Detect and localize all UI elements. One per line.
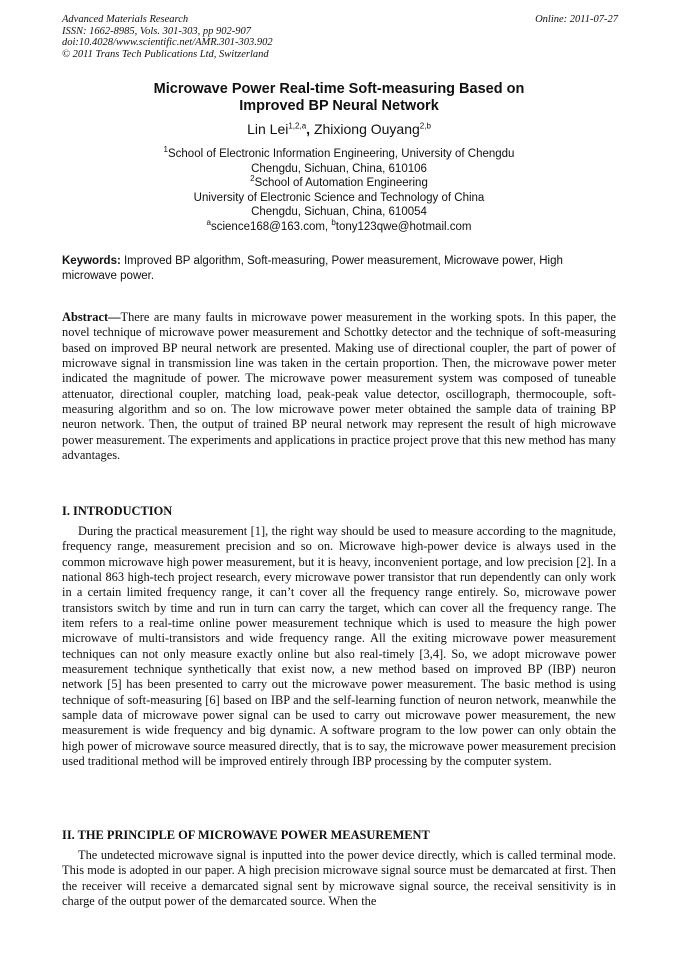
affiliation-2-marker: 2	[250, 174, 255, 184]
affiliation-1-line-2: Chengdu, Sichuan, China, 610106	[251, 162, 427, 175]
title-line-2: Improved BP Neural Network	[239, 98, 439, 114]
section-1-paragraph: During the practical measurement [1], the right way should be used to measure according to the magnitude, frequency range, measurement precision and so on. Microwave high-power device is always used in the common microwave high power measurement, but it is heavy, inconvenient portage, and low precision [2]. In a national 863 high-tech project research, every microwave power transistor that run dependently can only work in a certain limited frequency range, it can’t cover all the frequency range entirely. So, microwave power transistors switch by time and run in turn can carry the target, which can cover all the frequency range. The item refers to a real-time online power measurement technique which is used to measure the high power microwave of multi-transistors and wide frequency range. All the exiting microwave power measurement techniques can not only measure exactly online but also real-timely [3,4]. So, we adopt microwave power measurement technique synthetically that exist now, a new method based on improved BP (IBP) neuron network [5] has been presented to carry out the microwave power measurement. The basic method is using technique of soft-measuring [6] based on IBP and the self-learning function of neuron network, meanwhile the sample data of microwave power signal can be used to carry out microwave power measurement, the new measurement is wide frequency and big dynamic. A software program to the low power can only obtain the high power of microwave source measured directly, that is to say, the microwave power measurement precision used traditional method will be improved entirely through IBP processing by the computer system.	[62, 524, 616, 769]
online-date: Online: 2011-07-27	[535, 14, 618, 25]
title-line-1: Microwave Power Real-time Soft-measuring Based on	[153, 81, 525, 97]
affiliation-1-name: School of Electronic Information Engineering, University of Chengdu	[167, 148, 515, 160]
email-line	[0, 217, 678, 235]
affiliation-1-marker: 1	[163, 145, 168, 155]
journal-name: Advanced Materials Research	[62, 14, 189, 25]
author-1: Lin Lei	[247, 121, 289, 137]
affiliation-2-name: School of Automation Engineering	[254, 177, 428, 189]
author-separator: ,	[306, 121, 314, 137]
keywords-block	[62, 254, 616, 283]
author-1-affil-marker: 1,2,a	[288, 121, 307, 131]
author-2: Zhixiong Ouyang	[313, 121, 420, 137]
affiliation-2-line-3: Chengdu, Sichuan, China, 610054	[251, 206, 427, 218]
abstract-block	[62, 310, 616, 463]
email-a: science168@163.com,	[210, 220, 332, 233]
author-list	[0, 121, 678, 138]
abstract-text: There are many faults in microwave power measurement in the working spots. In this paper, the novel technique of microwave power measurement and Schottky detector and the technique of soft-measuring based on improved BP neural network are presented. Making use of directional coupler, the part of power of microwave signal in transmission line was taken in the certain proportion. Then, the microwave power meter indicated the magnitude of power. The microwave power measurement system was composed of tuneable attenuator, directional coupler, matching load, peak-peak value detector, oscillograph, thermocouple, soft-measuring algorithm and so on. The low microwave power meter obtained the sample data of training BP neuron network. Then, the output of trained BP neural network may represent the result of high microwave power measurement. The experiments and applications in practice project prove that this new method has many advantages.	[62, 310, 616, 463]
doi-line: doi:10.4028/www.scientific.net/AMR.301-303.902	[62, 37, 273, 48]
copyright-line: © 2011 Trans Tech Publications Ltd, Switzerland	[62, 48, 269, 60]
abstract-label: Abstract—	[62, 310, 121, 324]
journal-header	[62, 14, 618, 60]
section-1-heading: I. INTRODUCTION	[62, 504, 173, 518]
affiliation-1-line-1	[0, 147, 678, 162]
section-2-heading: II. THE PRINCIPLE OF MICROWAVE POWER MEASUREMENT	[62, 828, 430, 842]
paper-title	[0, 81, 678, 115]
affiliation-2-line-2: University of Electronic Science and Technology of China	[193, 191, 485, 204]
section-2-paragraph: The undetected microwave signal is inputted into the power device directly, which is called terminal mode. This mode is adopted in our paper. A high precision microwave signal source must be demarcated at first. Then the receiver will receive a demarcated signal sent by microwave signal source, the receival sensitivity is in charge of the output power of the demarcated source. When the	[62, 848, 616, 909]
keywords-label: Keywords:	[62, 255, 121, 267]
affiliations	[0, 147, 678, 234]
affiliation-2-line-1	[0, 176, 678, 191]
email-a-marker: a	[206, 217, 211, 227]
author-2-affil-marker: 2,b	[419, 121, 431, 131]
email-b: tony123qwe@hotmail.com	[335, 220, 472, 233]
keywords-text: Improved BP algorithm, Soft-measuring, Power measurement, Microwave power, High microwave power.	[62, 255, 563, 282]
issn-line: ISSN: 1662-8985, Vols. 301-303, pp 902-907	[62, 25, 251, 37]
email-b-marker: b	[331, 217, 336, 227]
